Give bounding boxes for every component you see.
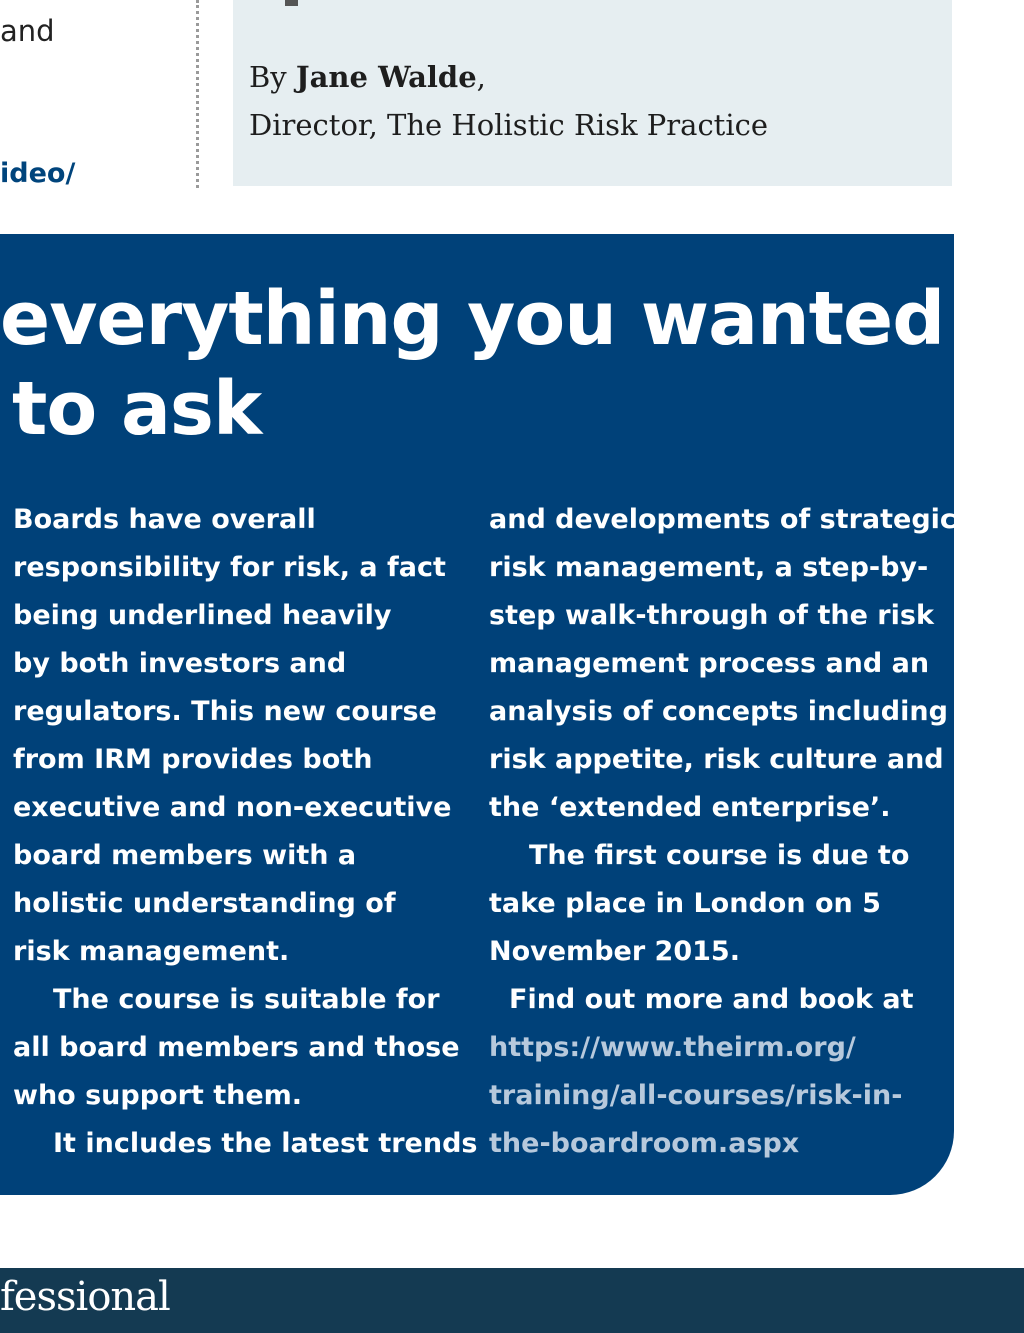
body-line: take place in London on 5 xyxy=(489,888,881,919)
body-line: November 2015. xyxy=(489,936,740,967)
body-line: regulators. This new course xyxy=(13,696,437,727)
previous-article-text: and xyxy=(0,14,55,48)
body-line: responsibility for risk, a fact xyxy=(13,552,446,583)
byline xyxy=(249,60,486,94)
footer-brand: fessional xyxy=(0,1274,170,1320)
body-line: the ‘extended enterprise’. xyxy=(489,792,891,823)
body-line: The first course is due to xyxy=(529,840,910,871)
body-line: risk appetite, risk culture and xyxy=(489,744,944,775)
body-line: Find out more and book at xyxy=(509,984,914,1015)
body-line: The course is suitable for xyxy=(53,984,440,1015)
body-line: It includes the latest trends xyxy=(53,1128,478,1159)
course-link-line[interactable]: https://www.theirm.org/ xyxy=(489,1032,856,1063)
body-line: risk management. xyxy=(13,936,290,967)
body-line: step walk-through of the risk xyxy=(489,600,934,631)
body-line: executive and non-executive xyxy=(13,792,452,823)
byline-suffix: , xyxy=(476,60,486,94)
article-column-right xyxy=(489,496,956,1168)
byline-author: Jane Walde xyxy=(295,60,477,94)
body-line: risk management, a step-by- xyxy=(489,552,929,583)
body-line: by both investors and xyxy=(13,648,347,679)
body-line: analysis of concepts including xyxy=(489,696,948,727)
body-line: and developments of strategic xyxy=(489,504,956,535)
body-line: being underlined heavily xyxy=(13,600,392,631)
byline-box xyxy=(233,0,952,186)
headline-line-2: to ask xyxy=(12,366,262,452)
body-line: Boards have overall xyxy=(13,504,316,535)
byline-role: Director, The Holistic Risk Practice xyxy=(249,108,769,142)
cropped-glyph xyxy=(285,0,298,6)
body-line: all board members and those xyxy=(13,1032,460,1063)
body-line: from IRM provides both xyxy=(13,744,373,775)
body-line: who support them. xyxy=(13,1080,303,1111)
previous-article-column xyxy=(0,0,190,200)
footer-bar xyxy=(0,1268,1024,1333)
body-line: board members with a xyxy=(13,840,357,871)
article-panel xyxy=(0,234,954,1195)
byline-prefix: By xyxy=(249,60,296,94)
previous-article-link[interactable]: ideo/ xyxy=(0,158,76,189)
body-line: holistic understanding of xyxy=(13,888,396,919)
column-divider xyxy=(196,0,199,188)
course-link-line[interactable]: the-boardroom.aspx xyxy=(489,1128,800,1159)
article-column-left xyxy=(13,496,478,1168)
body-line: management process and an xyxy=(489,648,930,679)
headline-line-1: everything you wanted xyxy=(0,276,945,362)
course-link-line[interactable]: training/all-courses/risk-in- xyxy=(489,1080,903,1111)
article-headline xyxy=(0,274,944,454)
